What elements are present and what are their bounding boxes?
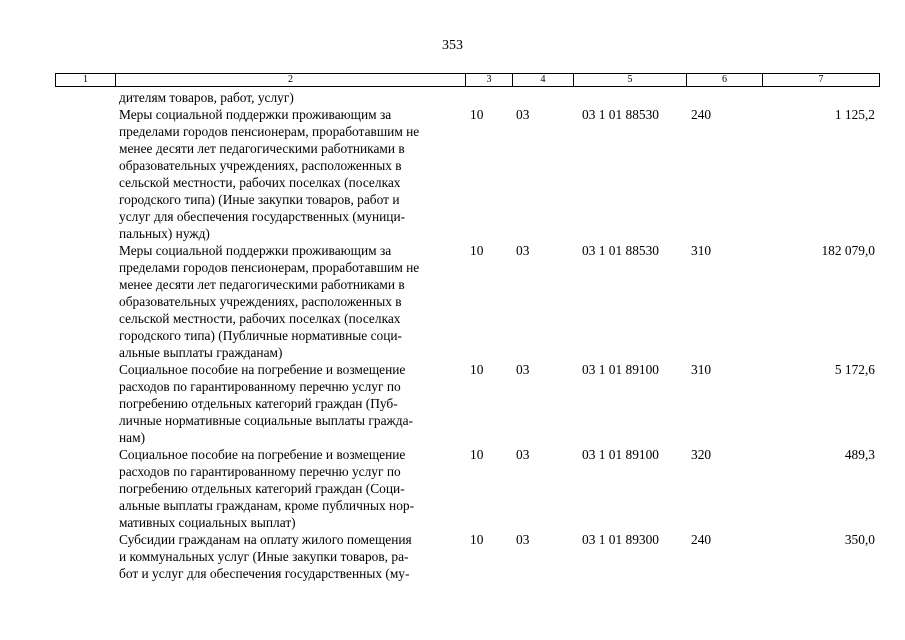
expense-item-name-line: расходов по гарантированному перечню услуг по bbox=[119, 464, 401, 479]
expense-item-name bbox=[119, 446, 464, 531]
expense-item-name-line: образовательных учреждениях, расположенных в bbox=[119, 294, 402, 309]
expense-item-name bbox=[119, 531, 464, 582]
column-header-7: 7 bbox=[763, 74, 880, 87]
section-code: 10 bbox=[470, 107, 484, 122]
expense-item-name-line: услуг для обеспечения государственных (муници- bbox=[119, 209, 406, 224]
subsection-code: 03 bbox=[516, 447, 530, 462]
expense-item-name-line: дителям товаров, работ, услуг) bbox=[119, 90, 294, 105]
subsection-code: 03 bbox=[516, 362, 530, 377]
column-header-6: 6 bbox=[687, 74, 763, 87]
expense-item-name-line: пределами городов пенсионерам, проработавшим не bbox=[119, 260, 420, 275]
expense-item-name-line: Меры социальной поддержки проживающим за bbox=[119, 107, 392, 122]
amount: 489,3 bbox=[844, 447, 875, 462]
expense-item-name-line: расходов по гарантированному перечню услуг по bbox=[119, 379, 401, 394]
table-row bbox=[0, 361, 905, 446]
expense-item-name-line: нам) bbox=[119, 430, 146, 445]
subsection-code: 03 bbox=[516, 107, 530, 122]
expense-item-name-line: Социальное пособие на погребение и возмещение bbox=[119, 362, 406, 377]
expense-item-name-line: альные выплаты гражданам) bbox=[119, 345, 283, 360]
column-header-1: 1 bbox=[56, 74, 116, 87]
expense-item-name-line: менее десяти лет педагогическими работниками в bbox=[119, 141, 405, 156]
table-row bbox=[0, 242, 905, 361]
page-number: 353 bbox=[442, 38, 463, 53]
subsection-code: 03 bbox=[516, 243, 530, 258]
expense-type-code: 310 bbox=[691, 362, 712, 377]
expense-item-name-line: личные нормативные социальные выплаты гражда- bbox=[119, 413, 413, 428]
expense-item-name bbox=[119, 106, 464, 242]
column-header-2: 2 bbox=[116, 74, 466, 87]
target-article-code: 03 1 01 89100 bbox=[582, 362, 659, 377]
target-article-code: 03 1 01 88530 bbox=[582, 243, 659, 258]
amount: 5 172,6 bbox=[834, 362, 875, 377]
expense-item-name-line: альные выплаты гражданам, кроме публичных нор- bbox=[119, 498, 415, 513]
amount: 182 079,0 bbox=[821, 243, 875, 258]
amount: 1 125,2 bbox=[834, 107, 875, 122]
expense-item-name-line: менее десяти лет педагогическими работниками в bbox=[119, 277, 405, 292]
expense-item-name-line: пределами городов пенсионерам, проработавшим не bbox=[119, 124, 420, 139]
target-article-code: 03 1 01 89300 bbox=[582, 532, 659, 547]
expense-item-name-line: Социальное пособие на погребение и возмещение bbox=[119, 447, 406, 462]
section-code: 10 bbox=[470, 243, 484, 258]
expense-item-name-line: Субсидии гражданам на оплату жилого помещения bbox=[119, 532, 412, 547]
expense-item-name-line: пальных) нужд) bbox=[119, 226, 210, 241]
table-row bbox=[0, 106, 905, 242]
column-header-5: 5 bbox=[574, 74, 687, 87]
expense-item-name-line: сельской местности, рабочих поселках (поселках bbox=[119, 175, 401, 190]
section-code: 10 bbox=[470, 532, 484, 547]
expense-type-code: 320 bbox=[691, 447, 712, 462]
expense-item-name-line: городского типа) (Иные закупки товаров, работ и bbox=[119, 192, 400, 207]
amount: 350,0 bbox=[844, 532, 875, 547]
expense-item-name-line: сельской местности, рабочих поселках (поселках bbox=[119, 311, 401, 326]
expense-item-name-line: городского типа) (Публичные нормативные соци- bbox=[119, 328, 402, 343]
expense-item-name bbox=[119, 242, 464, 361]
table-row bbox=[0, 89, 905, 106]
column-number-header bbox=[55, 73, 880, 87]
table-row bbox=[0, 446, 905, 531]
section-code: 10 bbox=[470, 447, 484, 462]
expense-item-name-line: Меры социальной поддержки проживающим за bbox=[119, 243, 392, 258]
expense-item-name-line: и коммунальных услуг (Иные закупки товаров, ра- bbox=[119, 549, 409, 564]
column-header-3: 3 bbox=[466, 74, 513, 87]
budget-table-body bbox=[0, 89, 905, 582]
expense-item-name bbox=[119, 361, 464, 446]
target-article-code: 03 1 01 89100 bbox=[582, 447, 659, 462]
subsection-code: 03 bbox=[516, 532, 530, 547]
expense-item-name-line: погребению отдельных категорий граждан (Пуб- bbox=[119, 396, 398, 411]
expense-item-name-line: образовательных учреждениях, расположенных в bbox=[119, 158, 402, 173]
table-row bbox=[0, 531, 905, 582]
expense-type-code: 240 bbox=[691, 107, 712, 122]
expense-item-name-line: погребению отдельных категорий граждан (Соци- bbox=[119, 481, 405, 496]
expense-item-name-line: бот и услуг для обеспечения государственных (му- bbox=[119, 566, 410, 581]
expense-type-code: 310 bbox=[691, 243, 712, 258]
target-article-code: 03 1 01 88530 bbox=[582, 107, 659, 122]
section-code: 10 bbox=[470, 362, 484, 377]
expense-item-name bbox=[119, 89, 464, 106]
column-header-4: 4 bbox=[513, 74, 574, 87]
expense-item-name-line: мативных социальных выплат) bbox=[119, 515, 296, 530]
expense-type-code: 240 bbox=[691, 532, 712, 547]
